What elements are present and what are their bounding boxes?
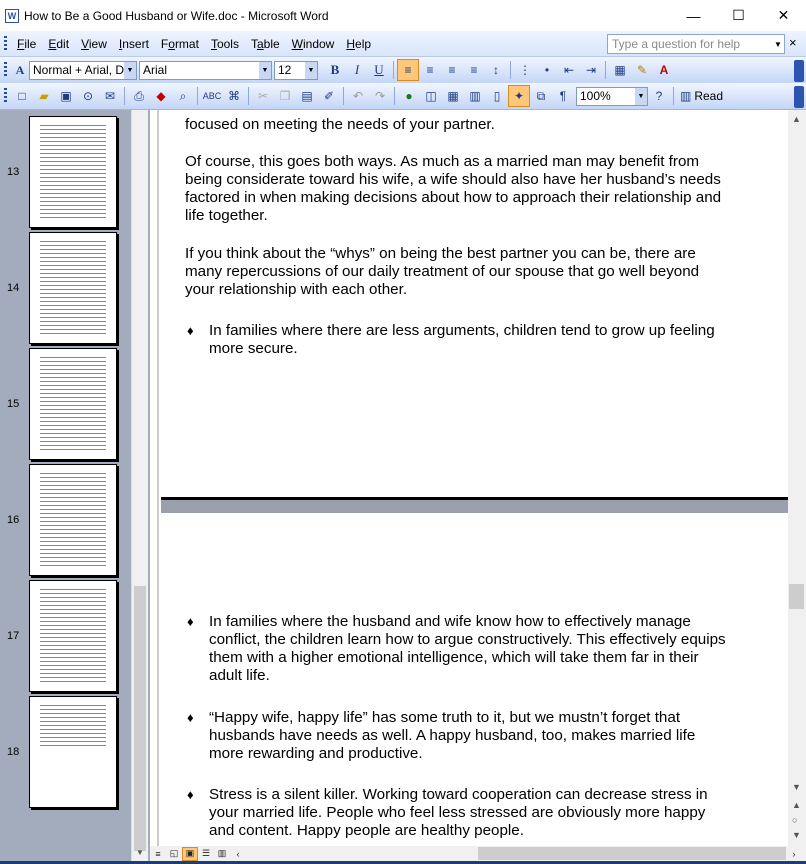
insert-table-icon[interactable]: ▦ — [447, 89, 459, 103]
help-dropdown-icon[interactable]: ▼ — [774, 39, 782, 49]
next-page-icon[interactable]: ▼ — [792, 830, 801, 840]
copy-icon[interactable]: ❐ — [279, 89, 291, 103]
vertical-scrollbar[interactable] — [788, 110, 806, 846]
toolbar-options-icon[interactable] — [794, 60, 804, 82]
scroll-up-icon[interactable]: ▲ — [792, 114, 801, 124]
bullet-text-line: adult life. — [209, 667, 270, 684]
email-icon[interactable]: ✉ — [104, 89, 116, 103]
page-number: 16 — [7, 514, 20, 526]
formatting-toolbar — [0, 57, 806, 84]
document-map-icon[interactable]: ⧉ — [536, 88, 546, 103]
bullets-icon[interactable]: • — [544, 63, 550, 77]
doc-text-line: life together. — [185, 207, 268, 224]
new-document-icon[interactable]: □ — [18, 89, 26, 103]
doc-text-line: factored in when making decisions about how to approach their relationship and — [185, 189, 722, 206]
menubar-grip[interactable] — [4, 36, 7, 52]
bullet-text-line: your married life. People who feel less stressed are obviously more happy — [209, 804, 706, 821]
print-preview-icon[interactable]: ⌕ — [179, 88, 187, 103]
style-value: Normal + Arial, D — [33, 63, 125, 77]
zoom-dropdown-icon[interactable]: ▼ — [635, 88, 647, 105]
insert-excel-icon[interactable]: ▥ — [469, 89, 481, 103]
font-size-value: 12 — [278, 63, 292, 77]
align-left-icon[interactable]: ≡ — [397, 59, 419, 81]
previous-page-icon[interactable]: ▲ — [792, 800, 801, 810]
bullet-text-line: conflict, the children learn how to argue constructively. This effectively equips — [209, 631, 726, 648]
tables-borders-icon[interactable]: ◫ — [425, 89, 437, 103]
page-number: 13 — [7, 166, 20, 178]
read-label: Read — [694, 89, 724, 103]
thumbnail-text — [40, 125, 106, 219]
vertical-scroll-thumb[interactable] — [789, 584, 804, 609]
menu-tools-label: ools — [216, 36, 239, 51]
scroll-down-icon[interactable]: ▼ — [792, 782, 801, 792]
bullet-text-line: more rewarding and productive. — [209, 745, 423, 762]
page-thumbnail[interactable] — [29, 348, 117, 460]
justify-icon[interactable]: ≡ — [470, 63, 478, 77]
book-icon: ▥ — [680, 89, 692, 103]
page-thumbnail[interactable] — [29, 464, 117, 576]
bold-button[interactable] — [324, 59, 346, 81]
page-thumbnail[interactable] — [29, 696, 117, 808]
spelling-icon[interactable]: ABC — [202, 91, 222, 101]
show-hide-icon[interactable]: ¶ — [559, 89, 567, 103]
page-number: 14 — [7, 282, 20, 294]
menu-file-label: ile — [24, 36, 37, 51]
standard-toolbar — [0, 83, 806, 110]
doc-text-line: Of course, this goes both ways. As much as a married man may benefit from — [185, 153, 700, 170]
bullet-text-line: husbands have needs as well. A happy husband, too, makes married life — [209, 727, 696, 744]
font-color-icon[interactable]: A — [659, 63, 669, 77]
menu-format-label: rmat — [174, 36, 199, 51]
menu-window-accel: W — [291, 36, 303, 51]
reading-layout-icon[interactable]: ▥ — [217, 848, 227, 858]
font-size-combo[interactable] — [274, 61, 318, 80]
doc-text-line: many repercussions of our daily treatment of our spouse that go well beyond — [185, 263, 700, 280]
menu-insert-label: nsert — [122, 36, 149, 51]
undo-icon[interactable]: ↶ — [352, 89, 364, 103]
page-break — [161, 497, 788, 513]
drawing-icon[interactable]: ✦ — [508, 85, 530, 107]
toolbar-options-icon[interactable] — [794, 86, 804, 108]
style-dropdown-icon[interactable]: ▼ — [124, 62, 136, 79]
thumbnail-text — [40, 473, 106, 567]
font-combo[interactable] — [139, 61, 272, 80]
thumbnail-scroll-down-icon[interactable]: ▼ — [136, 848, 144, 857]
page-number: 17 — [7, 630, 20, 642]
borders-icon[interactable]: ▦ — [614, 63, 626, 77]
menu-edit-label: dit — [56, 36, 70, 51]
select-browse-object-icon[interactable]: ○ — [792, 815, 798, 825]
save-icon[interactable]: ▣ — [60, 89, 72, 103]
toolbar-separator — [393, 61, 394, 79]
italic-label: I — [354, 62, 360, 77]
bold-label: B — [330, 62, 340, 77]
decrease-indent-icon[interactable]: ⇤ — [563, 63, 575, 77]
scroll-right-icon[interactable]: › — [792, 848, 796, 859]
cut-icon[interactable]: ✂ — [257, 89, 269, 103]
help-icon[interactable]: ? — [655, 89, 663, 103]
menu-file[interactable] — [11, 31, 42, 57]
menu-insert[interactable] — [113, 31, 155, 57]
menu-format[interactable] — [155, 31, 205, 57]
window-title: How to Be a Good Husband or Wife.doc - Microsoft Word — [24, 8, 329, 23]
maximize-button[interactable]: ☐ — [732, 7, 745, 23]
doc-text-line: being considerate toward his wife, a wife should also have her husband’s needs — [185, 171, 721, 188]
paste-icon[interactable]: ▤ — [301, 89, 313, 103]
bullet-text-line: Stress is a silent killer. Working toward cooperation can decrease stress in — [209, 786, 708, 803]
menu-insert-accel: I — [118, 36, 123, 51]
permission-icon[interactable]: ⊙ — [82, 89, 94, 103]
thumbnail-text — [40, 357, 106, 451]
menu-window-label: indow — [302, 36, 335, 51]
zoom-combo[interactable] — [576, 87, 648, 106]
title-bar — [0, 0, 806, 31]
redo-icon[interactable]: ↷ — [374, 89, 386, 103]
page-thumbnail[interactable] — [29, 232, 117, 344]
font-dropdown-icon[interactable]: ▼ — [259, 62, 271, 79]
horizontal-scrollbar[interactable] — [150, 846, 806, 861]
menu-help-accel: H — [346, 36, 356, 51]
bullet-text-line: “Happy wife, happy life” has some truth to it, but we mustn’t forget that — [209, 709, 681, 726]
styles-pane-icon[interactable]: A — [15, 62, 25, 77]
columns-icon[interactable]: ▯ — [493, 89, 501, 103]
menu-view-accel: V — [81, 36, 89, 51]
thumbnail-text — [40, 241, 106, 335]
toolbar-grip[interactable] — [4, 62, 7, 78]
style-combo[interactable] — [29, 61, 137, 80]
bullet-text-line: them with a higher emotional intelligence, which will take them far in their — [209, 649, 699, 666]
increase-indent-icon[interactable]: ⇥ — [585, 63, 597, 77]
bullet-diamond-icon: ♦ — [187, 323, 194, 338]
menu-table[interactable] — [245, 31, 286, 57]
font-value: Arial — [143, 63, 168, 77]
read-button[interactable] — [677, 85, 726, 107]
font-size-dropdown-icon[interactable]: ▼ — [305, 62, 317, 79]
word-app-icon[interactable]: W — [5, 9, 19, 23]
toolbar-separator — [197, 87, 198, 105]
thumbnail-pane — [0, 110, 150, 861]
close-button[interactable]: ✕ — [777, 7, 790, 23]
bullet-text-line: In families where there are less arguments, children tend to grow up feeling — [209, 322, 715, 339]
help-search-input[interactable]: Type a question for help — [607, 34, 785, 54]
menu-help-label: elp — [355, 36, 372, 51]
toolbar-separator — [605, 61, 606, 79]
window-controls — [671, 0, 806, 31]
menu-file-accel: F — [17, 36, 25, 51]
menu-format-accel: o — [168, 36, 175, 51]
menu-table-accel: a — [256, 36, 264, 51]
print-layout-icon[interactable]: ▣ — [182, 847, 198, 861]
numbering-icon[interactable]: ⋮ — [519, 63, 531, 77]
pdf-icon[interactable]: ◆ — [156, 89, 166, 103]
highlight-icon[interactable]: ✎ — [636, 63, 648, 77]
minimize-button[interactable]: — — [686, 7, 701, 24]
thumbnail-scroll-thumb[interactable] — [134, 586, 146, 851]
menu-help[interactable] — [340, 31, 377, 57]
bullet-text-line: In families where the husband and wife know how to effectively manage — [209, 613, 691, 630]
bullet-diamond-icon: ♦ — [187, 710, 194, 725]
menu-tools-accel: T — [210, 36, 217, 51]
page-number: 15 — [7, 398, 20, 410]
hyperlink-icon[interactable]: ● — [405, 89, 413, 103]
menu-edit-accel: E — [48, 36, 57, 51]
toolbar-grip[interactable] — [4, 88, 7, 104]
toolbar-separator — [124, 87, 125, 105]
research-icon[interactable]: ⌘ — [228, 89, 240, 103]
page-thumbnail[interactable] — [29, 116, 117, 228]
bullet-diamond-icon: ♦ — [187, 614, 194, 629]
format-painter-icon[interactable]: ✐ — [323, 89, 335, 103]
open-folder-icon[interactable]: ▰ — [39, 89, 49, 103]
toolbar-separator — [248, 87, 249, 105]
print-icon[interactable]: ⎙ — [134, 88, 144, 103]
align-center-icon[interactable]: ≡ — [426, 63, 434, 77]
bullet-text-line: more secure. — [209, 340, 298, 357]
web-layout-icon[interactable]: ◱ — [169, 848, 179, 858]
line-spacing-icon[interactable]: ↕ — [493, 63, 499, 77]
menu-view[interactable] — [75, 31, 113, 57]
toolbar-separator — [510, 61, 511, 79]
menu-view-label: iew — [88, 36, 107, 51]
menu-table-label: ble — [263, 36, 280, 51]
doc-text-line: your relationship with each other. — [185, 281, 408, 298]
menu-bar — [0, 31, 806, 57]
underline-label: U — [374, 62, 384, 77]
bullet-diamond-icon: ♦ — [187, 787, 194, 802]
menu-tools[interactable] — [205, 31, 245, 57]
normal-view-icon[interactable]: ≡ — [155, 848, 161, 859]
page-thumbnail[interactable] — [29, 580, 117, 692]
doc-text-line: focused on meeting the needs of your partner. — [185, 116, 495, 133]
underline-button[interactable] — [368, 59, 390, 81]
toolbar-separator — [343, 87, 344, 105]
align-right-icon[interactable]: ≡ — [448, 63, 456, 77]
close-document-button[interactable]: × — [789, 35, 797, 50]
italic-button[interactable] — [346, 59, 368, 81]
bullet-text-line: and content. Happy people are healthy people. — [209, 822, 524, 839]
page-edge — [157, 110, 159, 846]
menu-window[interactable] — [286, 31, 341, 57]
toolbar-separator — [394, 87, 395, 105]
menu-table-pre: T — [250, 36, 257, 51]
menu-format-pre: F — [160, 36, 169, 51]
doc-text-line: If you think about the “whys” on being the best partner you can be, there are — [185, 245, 696, 262]
menu-edit[interactable] — [42, 31, 75, 57]
thumbnail-scrollbar[interactable] — [131, 110, 148, 861]
page-number: 18 — [7, 746, 20, 758]
horizontal-scroll-thumb[interactable] — [478, 847, 786, 860]
thumbnail-text — [40, 705, 106, 747]
scroll-left-icon[interactable]: ‹ — [236, 848, 240, 859]
toolbar-separator — [673, 87, 674, 105]
thumbnail-text — [40, 589, 106, 683]
zoom-value: 100% — [580, 89, 611, 103]
outline-view-icon[interactable]: ☰ — [201, 848, 211, 858]
